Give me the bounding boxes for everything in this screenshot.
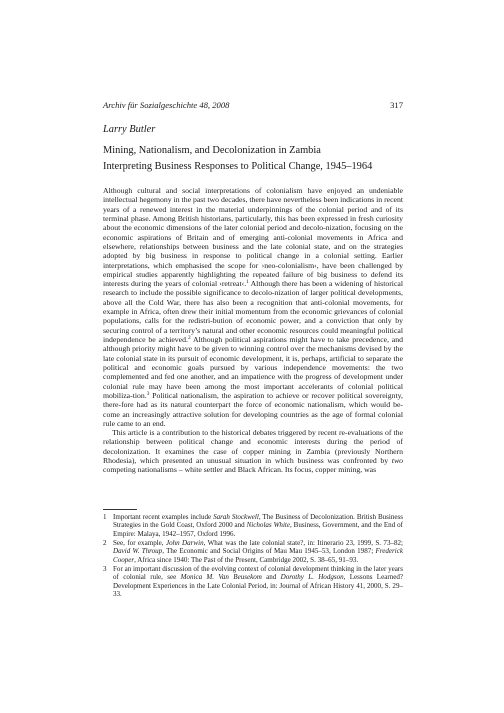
cited-author: Monica M. Van Beusekom <box>180 573 262 582</box>
footnote <box>103 539 403 564</box>
body-text: Although political aspirations might have to take precedence, and although priority might have to be given to winning control over the mechanisms devised by the late colonial state in its pursuit of economic development, it is, perhaps, artificial to separate the political and economic goals pursued by various independence movements: the two complemented and fed one another, and an impatience with the progress of development under colonial rule may have been among the most important accelerants of colonial political mobiliza-tion. <box>103 335 403 400</box>
footnote-segment: and <box>261 573 281 582</box>
emphasis-text: two <box>391 456 403 466</box>
body-text: competing nationalisms – white settler and Black African. Its focus, copper mining, was <box>103 465 377 475</box>
cited-author: David W. Throup <box>113 547 163 556</box>
article-body <box>103 186 403 475</box>
footnote-ref: 2 <box>187 335 191 341</box>
footnotes <box>103 513 403 599</box>
cited-author: John Darwin <box>165 539 204 548</box>
footnote-ref: 1 <box>246 279 249 286</box>
cited-author: Nicholas White <box>246 521 291 530</box>
body-paragraph <box>103 428 403 475</box>
author-name: Larry Butler <box>103 124 156 135</box>
footnote-segment: , Africa since 1940: The Past of the Present, Cambridge 2002, S. 38–65, 91–93. <box>134 555 359 564</box>
body-text: Although cultural and social interpretations of colonialism have enjoyed an undeniable intellectual hegemony in the past two decades, there have nevertheless been indications in recent years of a renewed interest in the material underpinnings of the colonial period and of its terminal phase. Among British historians, particularly, this has been expressed in fresh curiosity about the economic dimensions of the later colonial period and decolo-nization, focusing on the economic aspirations of Britain and of emerging anti-colonial movements in Africa and elsewhere, relationships between business and the late colonial state, and on the strategies adopted by big business in response to political change in a colonial setting. Earlier interpretations, which emphasised the scope for ›neo-colonialism‹, have been challenged by empirical studies apparently highlighting the repeated failure of big business to defend its interests during the years of colonial ›retreat‹. <box>103 186 403 289</box>
footnote-text <box>113 565 403 598</box>
footnote-text <box>113 539 403 564</box>
footnote-segment: For an important discussion of the evolving context of colonial development thinking in the later years of colonial rule, see <box>113 565 403 582</box>
journal-citation: Archiv für Sozialgeschichte 48, 2008 <box>103 100 230 110</box>
footnote-segment: See, for example, <box>113 539 166 548</box>
footnote-segment: , Lessons Learned? Development Experiences in the Late Colonial Period, in: Journal of African History 41, 2000, S. 29–33. <box>113 573 403 599</box>
running-head <box>103 100 403 111</box>
footnote-number: 3 <box>103 565 107 574</box>
footnote-ref: 3 <box>146 390 150 397</box>
cited-author: Sarah Stockwell <box>213 513 259 521</box>
body-text: This article is a contribution to the historical debates triggered by recent re-evaluations of the relationship between political change and economic interests during the period of decolonization. It examines the case of copper mining in Zambia (previously Northern Rhodesia), which presented an unusual situation in which business was confronted by <box>103 428 403 466</box>
footnote-segment: , What was the late colonial state?, in: Itinerario 23, 1999, S. 73–82; <box>203 539 404 548</box>
footnote-segment: , The Economic and Social Origins of Mau Mau 1945–53, London 1987; <box>162 547 376 556</box>
footnote <box>103 513 403 538</box>
footnote-number: 1 <box>103 513 107 521</box>
footnote-rule <box>103 509 137 510</box>
article-title: Mining, Nationalism, and Decolonization in Zambia <box>103 145 321 156</box>
footnote-segment: Important recent examples include <box>113 513 214 521</box>
footnote-segment: , Business, Government, and the End of Empire: Malaya, 1942–1957, Oxford 1996. <box>113 521 403 538</box>
cited-author: Dorothy L. Hodgson <box>280 573 344 582</box>
cited-author: Frederick Cooper <box>113 547 403 564</box>
footnote-text <box>113 513 403 538</box>
body-text: Political nationalism, the aspiration to achieve or recover political sovereignty, there-fore had as its natural counterpart the force of economic nationalism, which would be-come an increasingly attractive solution for developing countries as the age of formal colonial rule came to an end. <box>103 390 403 428</box>
body-paragraph <box>103 186 403 428</box>
footnote-number: 2 <box>103 539 107 548</box>
article-subtitle: Interpreting Business Responses to Political Change, 1945–1964 <box>103 161 373 172</box>
page-number: 317 <box>390 100 403 110</box>
body-text: Although there has been a widening of historical research to include the possible significance to decolo-nization of larger political developments, above all the Cold War, there has also been a recognition that anti-colonial movements, for example in Africa, often drew their initial momentum from the economic grievances of colonial populations, calls for the redistri-bution of economic power, and a conviction that only by securing control of a territory’s natural and other economic resources could meaningful political independence be achieved. <box>103 279 403 344</box>
footnote-segment: , The Business of Decolonization. British Business Strategies in the Gold Coast, Oxford 2000 and <box>113 513 404 530</box>
footnote <box>103 565 403 598</box>
